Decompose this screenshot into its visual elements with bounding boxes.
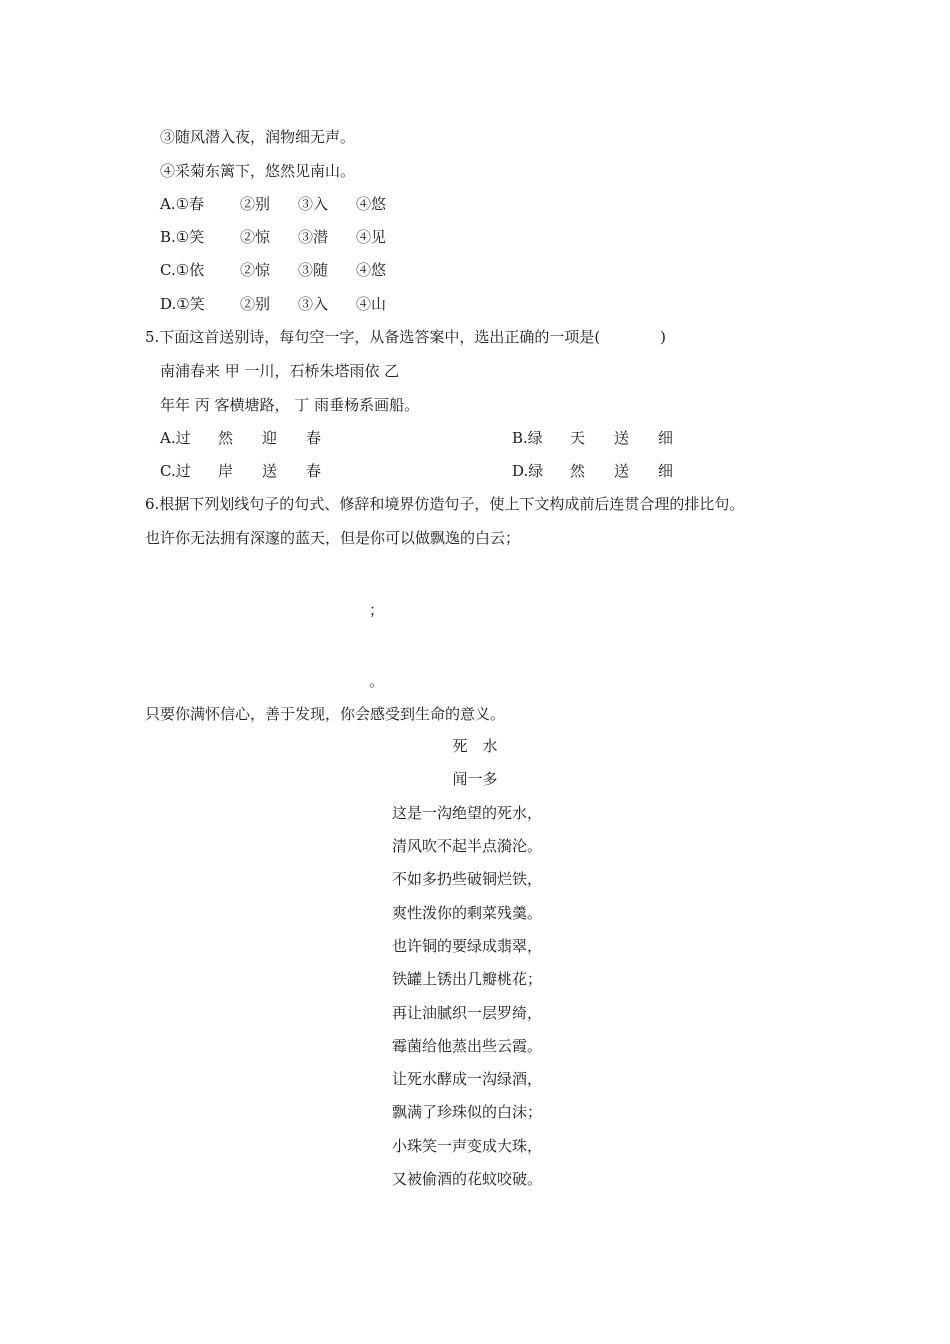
poem-line: 爽性泼你的剩菜残羹。 bbox=[392, 904, 543, 922]
q4-option-b-2: ②惊 bbox=[240, 228, 271, 246]
q5-option-d-label: D.绿 bbox=[512, 462, 544, 480]
q5-option-b-4: 细 bbox=[658, 429, 674, 447]
q6-sentence-1: 也许你无法拥有深邃的蓝天，但是你可以做飘逸的白云； bbox=[145, 529, 521, 547]
q4-option-d-label: D.①笑 bbox=[160, 295, 205, 313]
q4-option-a-4: ④悠 bbox=[356, 195, 387, 213]
poem-line: 霉菌给他蒸出些云霞。 bbox=[392, 1037, 543, 1055]
q5-poem-line-1: 南浦春来 甲 一川，石桥朱塔雨依 乙 bbox=[160, 362, 400, 380]
q4-option-c-3: ③随 bbox=[298, 261, 329, 279]
q4-option-b-label: B.①笑 bbox=[160, 228, 205, 246]
q5-option-d-4: 细 bbox=[658, 462, 674, 480]
q5-option-a-2: 然 bbox=[218, 429, 234, 447]
q5-option-c-4: 春 bbox=[306, 462, 322, 480]
q6-stem: 6.根据下列划线句子的句式、修辞和境界仿造句子，使上下文构成前后连贯合理的排比句。 bbox=[145, 495, 745, 513]
q4-option-c-4: ④悠 bbox=[356, 261, 387, 279]
q4-option-d-2: ②别 bbox=[240, 295, 271, 313]
poem-line: 铁罐上锈出几瓣桃花； bbox=[392, 970, 543, 988]
q6-sentence-last: 只要你满怀信心，善于发现，你会感受到生命的意义。 bbox=[145, 705, 506, 723]
q6-blank-2-end: 。 bbox=[369, 672, 385, 690]
q6-blank-1-end: ； bbox=[369, 601, 385, 619]
q5-poem-line-2: 年年 丙 客横塘路， 丁 雨垂杨系画船。 bbox=[160, 396, 420, 414]
q5-option-d-2: 然 bbox=[570, 462, 586, 480]
poem-line: 这是一沟绝望的死水， bbox=[392, 804, 543, 822]
poem-line: 再让油腻织一层罗绮， bbox=[392, 1004, 543, 1022]
q5-option-a-4: 春 bbox=[306, 429, 322, 447]
poem-line: 让死水酵成一沟绿酒， bbox=[392, 1070, 543, 1088]
poem-line: 清风吹不起半点漪沦。 bbox=[392, 837, 543, 855]
q5-option-b-label: B.绿 bbox=[512, 429, 543, 447]
q5-option-b-2: 天 bbox=[570, 429, 586, 447]
q5-option-c-3: 送 bbox=[262, 462, 278, 480]
q5-option-b-3: 送 bbox=[614, 429, 630, 447]
q4-option-b-3: ③潜 bbox=[298, 228, 329, 246]
poem-author: 闻一多 bbox=[452, 770, 498, 788]
poem-line: 也许铜的要绿成翡翠， bbox=[392, 937, 543, 955]
poem-line: 不如多扔些破铜烂铁， bbox=[392, 870, 543, 888]
q4-option-a-3: ③入 bbox=[298, 195, 329, 213]
q5-option-c-2: 岸 bbox=[218, 462, 234, 480]
q4-option-a-2: ②别 bbox=[240, 195, 271, 213]
q4-option-c-label: C.①依 bbox=[160, 261, 205, 279]
poem-line: 小珠笑一声变成大珠， bbox=[392, 1137, 543, 1155]
q4-line-4: ④采菊东篱下，悠然见南山。 bbox=[160, 162, 356, 180]
q5-stem: 5.下面这首送别诗，每句空一字，从备选答案中，选出正确的一项是( ) bbox=[145, 328, 667, 346]
poem-line: 又被偷酒的花蚊咬破。 bbox=[392, 1170, 543, 1188]
q4-option-a-label: A.①春 bbox=[160, 195, 205, 213]
q4-option-b-4: ④见 bbox=[356, 228, 387, 246]
q4-option-c-2: ②惊 bbox=[240, 261, 271, 279]
q5-option-d-3: 送 bbox=[614, 462, 630, 480]
q5-option-a-label: A.过 bbox=[160, 429, 191, 447]
q4-option-d-4: ④山 bbox=[356, 295, 387, 313]
q5-option-a-3: 迎 bbox=[262, 429, 278, 447]
poem-line: 飘满了珍珠似的白沫； bbox=[392, 1103, 543, 1121]
q5-option-c-label: C.过 bbox=[160, 462, 191, 480]
poem-title: 死 水 bbox=[452, 737, 498, 755]
q4-line-3: ③随风潜入夜，润物细无声。 bbox=[160, 128, 356, 146]
q4-option-d-3: ③入 bbox=[298, 295, 329, 313]
